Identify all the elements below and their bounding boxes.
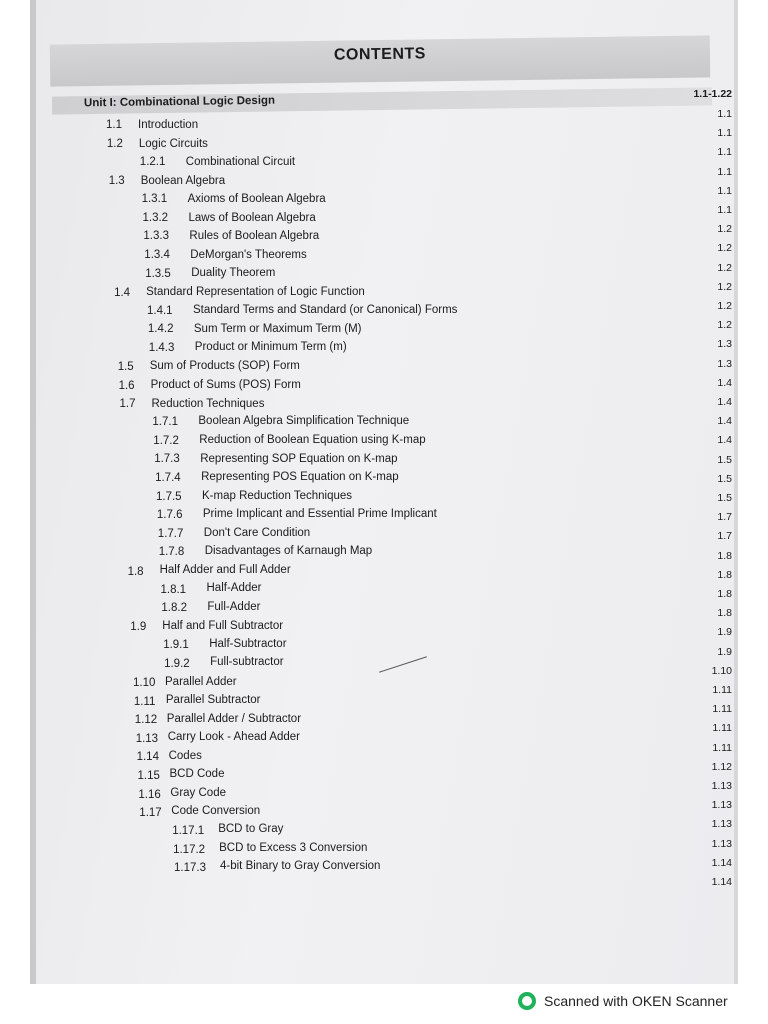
- toc-entry-number: 1.4.3: [148, 341, 175, 354]
- toc-entry: [0, 232, 768, 250]
- toc-entry: [0, 508, 768, 529]
- toc-entry-label: DeMorgan's Theorems: [190, 248, 307, 261]
- toc-entry-page: 1.8: [717, 588, 732, 600]
- toc-entry-label: Combinational Circuit: [185, 155, 296, 168]
- toc-entry-page: 1.2: [717, 261, 732, 274]
- toc-entry-page: 1.5: [717, 492, 732, 504]
- toc-entry-label: Reduction of Boolean Equation using K-map: [199, 433, 426, 446]
- toc-entry: [0, 637, 768, 659]
- toc-entry-page: 1.1: [717, 127, 732, 140]
- toc-entry-number: 1.14: [136, 751, 159, 764]
- toc-entry-number: 1.4: [114, 286, 131, 299]
- toc-entry-number: 1.8.2: [161, 602, 187, 615]
- toc-entry: [0, 343, 768, 361]
- toc-entry: [0, 120, 768, 138]
- toc-entry: [0, 675, 768, 696]
- toc-entry-number: 1.1: [106, 119, 122, 132]
- toc-entry-number: 1.7.5: [156, 490, 182, 503]
- toc-entry: [0, 731, 768, 752]
- toc-entry-label: 4-bit Binary to Gray Conversion: [220, 860, 381, 873]
- toc-entry: [0, 415, 768, 436]
- toc-entry-number: 1.10: [133, 677, 156, 690]
- toc-entry: [0, 566, 768, 584]
- toc-entry-page: 1.14: [711, 856, 732, 869]
- toc-entry-number: 1.3.4: [144, 248, 170, 261]
- toc-entry-page: 1.2: [717, 280, 732, 293]
- toc-entry-number: 1.17.3: [174, 862, 206, 875]
- unit-page-range: 1.1-1.22: [693, 88, 732, 100]
- toc-entry-label: Code Conversion: [171, 805, 261, 818]
- toc-entry: [0, 526, 768, 547]
- toc-entry-label: Axioms of Boolean Algebra: [187, 192, 326, 205]
- toc-entry: [0, 157, 768, 175]
- toc-entry-label: Introduction: [138, 119, 199, 132]
- toc-entry-page: 1.12: [711, 760, 732, 773]
- toc-entry-label: Product or Minimum Term (m): [194, 341, 347, 354]
- toc-entry-number: 1.8.1: [160, 583, 187, 596]
- toc-entry-label: Carry Look - Ahead Adder: [167, 731, 301, 744]
- toc-entry-page: 1.4: [717, 415, 732, 428]
- toc-entry-number: 1.2.1: [139, 156, 166, 168]
- toc-entry-label: Standard Terms and Standard (or Canonical) Forms: [193, 304, 458, 317]
- toc-entry-number: 1.7.3: [154, 453, 180, 466]
- toc-entry-page: 1.5: [717, 453, 732, 466]
- toc-entry-label: Codes: [168, 749, 202, 762]
- toc-entry-page: 1.2: [717, 223, 732, 236]
- toc-entry: [0, 768, 768, 789]
- toc-entry-number: 1.7.7: [157, 527, 184, 540]
- toc-entry-number: 1.16: [138, 788, 161, 801]
- toc-entry-page: 1.11: [712, 722, 732, 735]
- toc-entry-page: 1.11: [712, 741, 732, 754]
- toc-entry-page: 1.10: [711, 664, 732, 677]
- toc-entry-number: 1.12: [134, 714, 158, 727]
- toc-entry-page: 1.1: [717, 108, 732, 120]
- toc-entry-page: 1.9: [717, 626, 732, 639]
- toc-entry-number: 1.3: [108, 175, 125, 188]
- toc-entry-number: 1.7.8: [158, 546, 185, 559]
- toc-entry-number: 1.13: [135, 732, 159, 745]
- toc-entry-label: Parallel Subtractor: [165, 694, 261, 707]
- toc-entry-number: 1.3.1: [141, 193, 168, 206]
- toc-entry-page: 1.7: [717, 530, 732, 543]
- toc-entry-page: 1.2: [717, 319, 732, 332]
- toc-entry: [0, 176, 768, 194]
- toc-entry-label: Laws of Boolean Algebra: [188, 211, 316, 224]
- toc-entry-label: Half-Subtractor: [209, 637, 287, 650]
- toc-entry-page: 1.8: [717, 549, 732, 562]
- toc-entry-number: 1.3.5: [145, 267, 171, 280]
- toc-entry-label: Prime Implicant and Essential Prime Implicant: [202, 508, 437, 521]
- toc-entry-label: Duality Theorem: [191, 267, 276, 280]
- scanner-footer: [518, 990, 728, 1012]
- toc-entry: [0, 269, 768, 287]
- toc-entry: [0, 399, 768, 417]
- toc-entry-number: 1.9.1: [163, 639, 189, 652]
- scanner-footer-text: Scanned with OKEN Scanner: [544, 993, 728, 1009]
- toc-entry-label: Gray Code: [170, 786, 226, 799]
- contents-title: CONTENTS: [333, 45, 427, 64]
- toc-entry-page: 1.11: [712, 703, 732, 716]
- toc-entry-page: 1.7: [717, 511, 732, 524]
- toc-entry-page: 1.1: [717, 146, 732, 159]
- toc-entry-page: 1.5: [717, 472, 732, 485]
- toc-entry-number: 1.17.2: [173, 843, 206, 856]
- toc-entry-label: Sum of Products (SOP) Form: [149, 360, 300, 373]
- toc-entry-page: 1.13: [711, 818, 732, 831]
- toc-entry-label: BCD to Gray: [218, 823, 284, 836]
- toc-entry-label: Parallel Adder / Subtractor: [166, 712, 302, 725]
- toc-entry: [0, 619, 768, 640]
- toc-entry: [0, 250, 768, 268]
- toc-entry-page: 1.4: [717, 396, 732, 408]
- toc-entry: [0, 287, 768, 305]
- toc-entry-number: 1.15: [137, 770, 160, 783]
- toc-entry: [0, 712, 768, 733]
- toc-entry-number: 1.17: [139, 807, 162, 820]
- toc-entry-number: 1.2: [106, 138, 123, 151]
- toc-entry-label: Half Adder and Full Adder: [159, 564, 291, 577]
- toc-entry-number: 1.5: [117, 361, 134, 374]
- unit-title: Unit I: Combinational Logic Design: [83, 94, 276, 110]
- toc-entry-page: 1.13: [711, 780, 732, 792]
- toc-entry-number: 1.7.2: [153, 434, 179, 447]
- toc-entry-number: 1.7: [119, 398, 136, 411]
- toc-entry-page: 1.1: [717, 184, 732, 197]
- toc-entry: [0, 362, 768, 380]
- toc-entry-label: Half and Full Subtractor: [162, 619, 284, 632]
- toc-entry-label: Half-Adder: [206, 582, 262, 595]
- oken-scanner-logo-icon: [518, 992, 536, 1010]
- toc-entry-page: 1.4: [717, 434, 732, 447]
- toc-entry-label: Don't Care Condition: [203, 526, 311, 539]
- toc-entry: [0, 322, 768, 343]
- toc-entry-label: K-map Reduction Techniques: [202, 489, 353, 502]
- toc-entry-label: Boolean Algebra Simplification Technique: [198, 415, 410, 428]
- toc-entry-number: 1.9.2: [164, 657, 190, 670]
- toc-entry: [0, 600, 768, 622]
- toc-entry: [0, 139, 768, 157]
- toc-entry-label: Full-subtractor: [210, 656, 284, 669]
- toc-entry-number: 1.11: [133, 695, 156, 708]
- toc-entry: [0, 545, 768, 566]
- toc-entry-page: 1.11: [712, 684, 732, 696]
- toc-entry-page: 1.14: [711, 876, 732, 888]
- toc-entry-label: Reduction Techniques: [151, 397, 265, 410]
- toc-entry-page: 1.4: [717, 376, 732, 389]
- toc-entry-label: Full-Adder: [207, 600, 261, 613]
- toc-entry-label: BCD to Excess 3 Conversion: [219, 841, 368, 854]
- toc-entry-page: 1.13: [711, 837, 732, 850]
- toc-entry-page: 1.1: [717, 204, 732, 216]
- toc-entry-page: 1.1: [717, 165, 732, 178]
- toc-entry: [0, 306, 768, 324]
- toc-entry-number: 1.7.6: [156, 509, 183, 522]
- toc-entry: [0, 656, 768, 677]
- toc-entry-label: Standard Representation of Logic Function: [146, 286, 365, 299]
- toc-entry-number: 1.17.1: [172, 825, 205, 838]
- toc-entry-label: BCD Code: [169, 768, 225, 781]
- toc-entry-label: Representing SOP Equation on K-map: [200, 452, 398, 465]
- toc-entry: [0, 582, 768, 603]
- toc-entry-label: Disadvantages of Karnaugh Map: [204, 545, 373, 558]
- toc-entry-number: 1.7.1: [152, 416, 178, 429]
- toc-entry-label: Rules of Boolean Algebra: [189, 230, 320, 243]
- toc-entry: [0, 433, 768, 454]
- toc-entry: [0, 694, 768, 715]
- toc-entry-label: Product of Sums (POS) Form: [150, 378, 301, 391]
- toc-entry-page: 1.3: [717, 357, 732, 370]
- toc-entry-number: 1.3.2: [142, 211, 169, 224]
- toc-entry-page: 1.13: [711, 799, 732, 812]
- toc-entry-number: 1.3.3: [143, 230, 169, 243]
- toc-entry-label: Parallel Adder: [165, 675, 237, 688]
- toc-entry: [0, 749, 768, 770]
- toc-entry-page: 1.8: [717, 607, 732, 620]
- toc-entry-number: 1.4.2: [147, 323, 174, 336]
- toc-entry-label: Logic Circuits: [138, 138, 208, 150]
- toc-entry-number: 1.6: [118, 379, 135, 392]
- toc-entry-page: 1.2: [717, 242, 732, 255]
- toc-entry-number: 1.8: [127, 565, 144, 578]
- toc-entry-page: 1.9: [717, 645, 732, 658]
- toc-entry-label: Sum Term or Maximum Term (M): [193, 322, 362, 335]
- toc-entry-page: 1.8: [717, 568, 732, 581]
- toc-entry-page: 1.2: [717, 300, 732, 312]
- toc-entry: [0, 473, 768, 491]
- toc-entry-label: Representing POS Equation on K-map: [201, 471, 399, 484]
- toc-entry-page: 1.3: [717, 338, 732, 351]
- toc-entry-number: 1.4.1: [147, 304, 173, 317]
- toc-entry-number: 1.7.4: [155, 471, 181, 484]
- toc-entry: [0, 380, 768, 398]
- toc-entry: [0, 194, 768, 212]
- toc-entry-label: Boolean Algebra: [140, 175, 226, 188]
- toc-entry: [0, 213, 768, 231]
- toc-entry-number: 1.9: [130, 621, 147, 634]
